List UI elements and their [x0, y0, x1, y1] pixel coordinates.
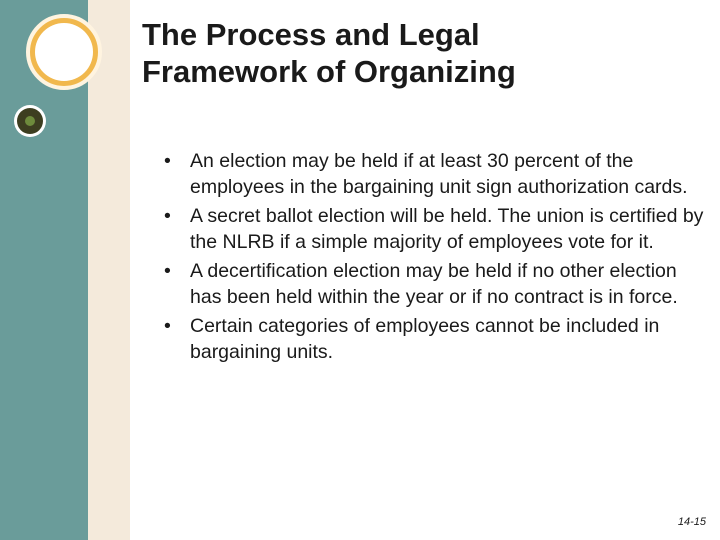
olive-ring-outline — [17, 108, 43, 134]
bullet-dot: • — [164, 315, 171, 337]
slide-title-line-2: Framework of Organizing — [142, 54, 516, 89]
bullet-list — [164, 148, 709, 368]
bullet-text-3: A decertification election may be held if no other election has been held within the year or if no contract is in force. — [190, 260, 678, 308]
bullet-text-1: An election may be held if at least 30 percent of the employees in the bargaining unit sign authorization cards. — [190, 150, 688, 198]
bullet-text-4: Certain categories of employees cannot be included in bargaining units. — [190, 315, 660, 363]
bullet-item-3 — [164, 258, 709, 310]
cream-decorative-band — [88, 0, 130, 540]
bullet-item-2 — [164, 203, 709, 255]
slide-title — [142, 16, 702, 90]
bullet-dot: • — [164, 205, 171, 227]
slide-title-line-1: The Process and Legal — [142, 17, 480, 52]
page-number: 14-15 — [677, 516, 706, 528]
bullet-item-4 — [164, 313, 709, 365]
bullet-dot: • — [164, 150, 171, 172]
gold-ring-decoration — [26, 14, 102, 90]
gold-ring-center — [35, 23, 93, 81]
bullet-text-2: A secret ballot election will be held. The union is certified by the NLRB if a simple majority of employees vote for it. — [190, 205, 704, 253]
olive-ring-decoration — [14, 105, 46, 137]
bullet-item-1 — [164, 148, 709, 200]
bullet-dot: • — [164, 260, 171, 282]
olive-ring-core — [25, 116, 35, 126]
